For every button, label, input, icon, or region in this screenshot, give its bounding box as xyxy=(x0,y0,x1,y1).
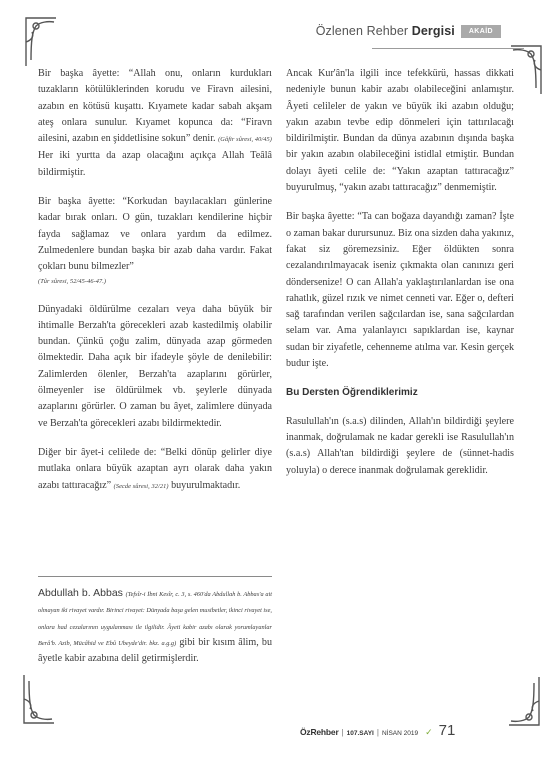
section-badge: AKAİD xyxy=(461,25,501,38)
footer-separator: | xyxy=(341,728,344,737)
corner-ornament-top-left xyxy=(22,12,62,70)
verse-reference: (Secde sûresi, 32/21) xyxy=(113,482,169,490)
paragraph-text: Ancak Kur'ân'la ilgili ince tefekkürü, hassas dikkati nedeniyle bunun kabir azabı olabileceğini anlamıştır. Âyeti celileler de yakın ve büyük iki azabın olduğu; yakın azabın tevbe edip dönmeleri için tattırılacağı bildirilmiştir. Bundan da dünya azabının dışında başka bir yakın azabın olabileceğini istidlal etmiştir. Bundan dolayı âyeti celile de: “Yakın azaptan tattıracağız” buyurulmuş, “yakın azabı tattıracağız” denmemiştir. xyxy=(286,68,514,194)
paragraph xyxy=(286,209,514,372)
paragraph-text: Her iki yurtta da azap olacağını açıkça Allah Teâlâ bildirmiştir. xyxy=(38,150,272,178)
page-number: 71 xyxy=(438,722,456,739)
tick-mark-icon: ✓ xyxy=(425,727,433,737)
paragraph xyxy=(286,414,514,479)
paragraph xyxy=(38,302,272,432)
paragraph-text: Diğer bir âyet-i celilede de: “Belki dönüp gelirler diye mutlaka onlara büyük azaptan ayrı olarak daha yakın azabı tattıracağız” xyxy=(38,446,272,491)
footer-issue: 107.SAYI xyxy=(346,730,374,737)
paragraph-text: Rasulullah'ın (s.a.s) dilinden, Allah'ın bildirdiği şeylere inanmak, doğrulamak ne kadar gerekli ise Rasulullah'ın (s.a.s) Allah'tan bildirdiği şeylere de (sünnet-hadis yoluyla) o derece inanmak doğrulamak gereklidir. xyxy=(286,415,514,476)
paragraph-text: Bir başka âyette: “Korkudan bayılacakları günlerine kadar bırak onları. O gün, tuzakları kendilerine hiçbir fayda sağlamaz ve onlara yardım da edilmez. Zulmedenlere bundan başka bir azab daha vardır. Fakat çokları bunu bilmezler” xyxy=(38,196,272,273)
header-rule xyxy=(372,48,524,49)
right-column xyxy=(286,66,514,492)
paragraph-text: Bir başka âyette: “Allah onu, onların kurdukları tuzakların kötülüklerinden korudu ve Firavn ailesini, azabın en kötüsü kuşattı. Kıyamete kadar sabah akşam ateş onlara sunulur. Kıyamet kopunca da: “Firavn ailesini, azabın en şiddetlisine sokun” denir. xyxy=(38,68,272,145)
footnote-text: gibi bir kısım âlim, bu âyetle kabir azabına delil getirmişlerdir. xyxy=(38,636,272,665)
corner-ornament-bottom-left xyxy=(20,671,60,729)
corner-ornament-bottom-right xyxy=(503,673,543,731)
section-heading: Bu Dersten Öğrendiklerimiz xyxy=(286,387,418,399)
left-column xyxy=(38,66,272,508)
paragraph xyxy=(38,445,272,495)
magazine-title-light: Özlenen Rehber xyxy=(315,24,409,38)
page-footer xyxy=(300,722,455,739)
magazine-title-bold: Dergisi xyxy=(411,24,455,38)
footer-brand: ÖzRehber xyxy=(300,727,339,737)
magazine-title xyxy=(316,24,455,38)
footnote-citation: (Tefsîr-i İbni Kesîr, c. 3, s. 460'da Abdullah b. Abbas'a ait olmayan iki rivayet vardır. Birinci rivayet: Dünyada başa gelen musibetler, ikinci rivayet ise, onlara had cezalarının uygulanması ile ilgilidir. Âyeti kabir azabı olarak yorumlayanlar Berâ'b. Azib, Mücâhid ve Ebû Ubeyde'dir. bkz. a.g.g) xyxy=(38,591,273,647)
running-header xyxy=(316,24,501,38)
verse-reference: (Gâfir sûresi, 40/45) xyxy=(218,136,272,144)
footer-date: NİSAN 2019 xyxy=(381,730,419,737)
paragraph-text: Dünyadaki öldürülme cezaları veya daha büyük bir ihtimalle Berzah'ta görecekleri azab kastedilmiş olabilir bundan. Çünkü çoğu zalim, dünyada azap görmeden ölmektedir. Daha açık bir ifadeyle şöyle de denilebilir: Zalimlerden ölenler, Berzah'ta azaplarını görürler, ölmeyenler ise öldürülmek vb. şeylerle dünyada azaplarını görürler. O zaman bu âyet, zalimlere dünyada ve Berzah'ta görecekleri azabı bildirmektedir. xyxy=(38,303,272,429)
paragraph xyxy=(38,66,272,181)
paragraph xyxy=(38,194,272,288)
verse-reference: (Tûr sûresi, 52/45-46-47.) xyxy=(38,277,107,285)
paragraph-text: Bir başka âyette: “Ta can boğaza dayandığı zaman? İşte o zaman bakar durursunuz. Biz ona sizden daha yakınız, fakat siz göremezsiniz. Eğer öldükten sonra cezalandırılmayacak iseniz çıkmakta olan canınızı geri döndersenize! O can Allah'a yaklaştırılanlardan ise ona rahatlık, güzel rızık ve nimet cenneti var. Eğer o, defteri sağ tarafından verilen sağcılardan ise, sana sağcılardan selam var. Ama yalanlayıcı sapıklardan ise, kaynar sudan bir ziyafetle, cehenneme atılma var. Kesin gerçek budur işte. xyxy=(286,211,514,370)
footer-separator: | xyxy=(376,728,379,737)
paragraph-text: buyurulmaktadır. xyxy=(171,479,241,491)
paragraph xyxy=(286,66,514,196)
footnote-name: Abdullah b. Abbas xyxy=(38,587,123,599)
footnote xyxy=(38,576,272,667)
